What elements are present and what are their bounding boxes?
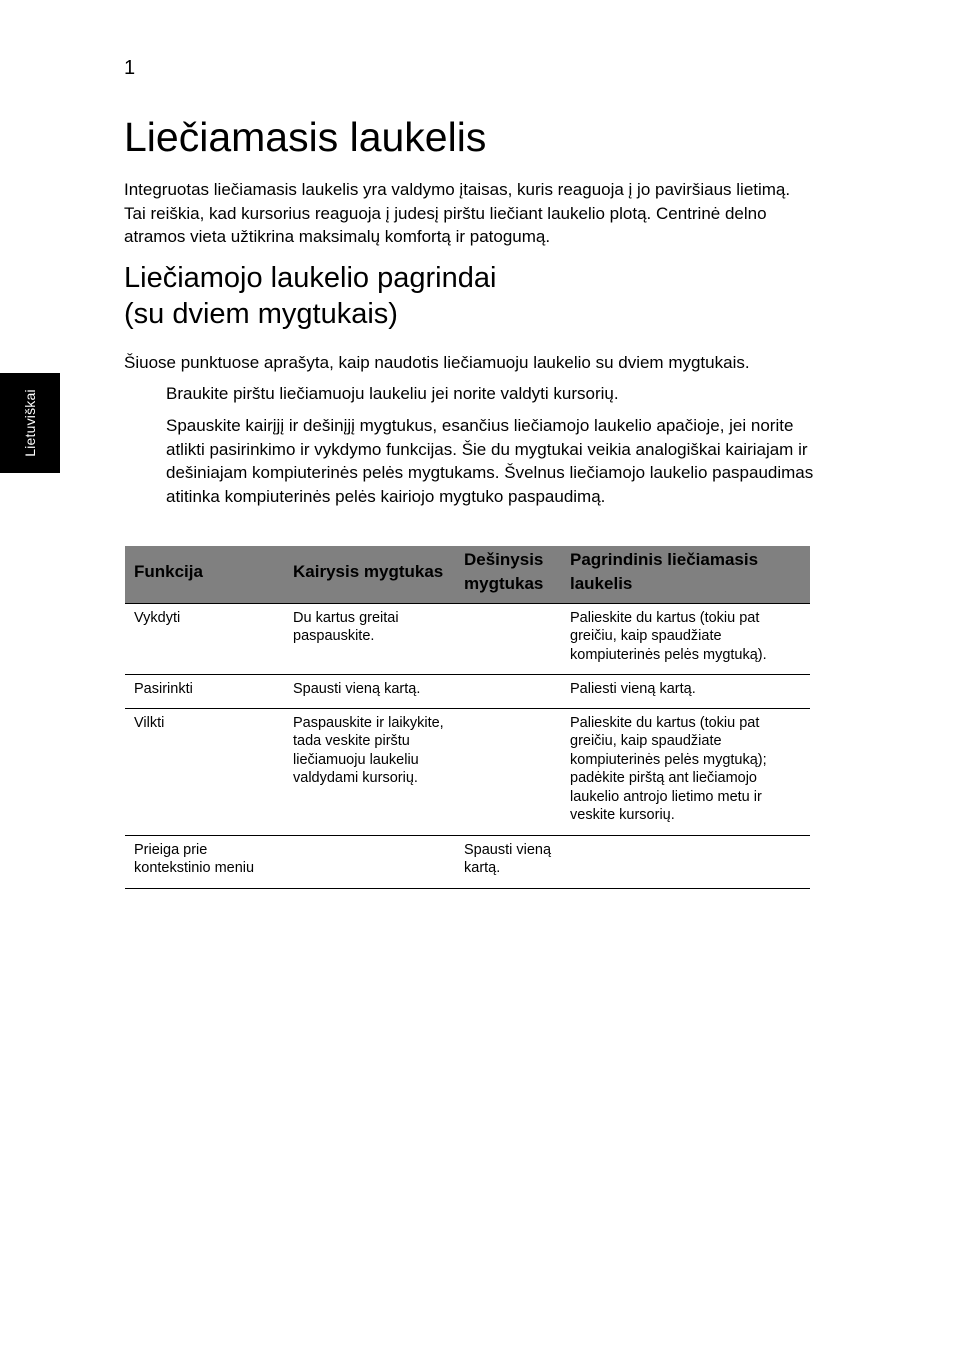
table-cell: Pasirinkti [125,675,284,709]
section-title [124,260,496,332]
table-cell [561,836,810,889]
table-cell: Vykdyti [125,604,284,675]
table-row [125,604,810,675]
header-right-button: Dešinysis mygtukas [455,546,561,604]
language-side-tab-label: Lietuviškai [22,389,38,457]
section-title-line-1: Liečiamojo laukelio pagrindai [124,262,497,294]
header-main-touchpad: Pagrindinis liečiamasis laukelis [561,546,810,604]
table-cell: Palieskite du kartus (tokiu pat greičiu, kaip spaudžiate kompiuterinės pelės mygtuką); padėkite pirštą ant liečiamojo laukelio antrojo lietimo metu ir veskite kursorių. [561,709,810,836]
table-cell [455,604,561,675]
table-row [125,675,810,709]
table-cell [455,675,561,709]
page-title: Liečiamasis laukelis [124,114,487,160]
touchpad-functions-table [125,546,810,889]
intro-paragraph: Integruotas liečiamasis laukelis yra valdymo įtaisas, kuris reaguoja į jo paviršiaus lietimą. Tai reiškia, kad kursorius reaguoja į judesį pirštu liečiant laukelio plotą. Centrinė delno atramos vieta užtikrina maksimalų komfortą ir patogumą. [124,180,791,246]
table-cell [455,709,561,836]
table-cell: Spausti vieną kartą. [284,675,455,709]
bullet-item: Braukite pirštu liečiamuoju laukeliu jei norite valdyti kursorių. [166,384,619,403]
table-row [125,836,810,889]
table-cell: Vilkti [125,709,284,836]
page-number: 1 [124,57,136,79]
table-header-row [125,546,810,604]
table-cell: Palieskite du kartus (tokiu pat greičiu, kaip spaudžiate kompiuterinės pelės mygtuką). [561,604,810,675]
section-title-line-2: (su dviem mygtukais) [124,298,398,330]
table-row [125,709,810,836]
header-function: Funkcija [125,546,284,604]
table-cell: Paliesti vieną kartą. [561,675,810,709]
table-cell: Paspauskite ir laikykite, tada veskite pirštu liečiamuoju laukeliu valdydami kursorių. [284,709,455,836]
section-lead: Šiuose punktuose aprašyta, kaip naudotis liečiamuoju laukelio su dviem mygtukais. [124,353,750,372]
header-left-button: Kairysis mygtukas [284,546,455,604]
table-cell: Prieiga prie kontekstinio meniu [125,836,284,889]
table-cell: Du kartus greitai paspauskite. [284,604,455,675]
table-cell: Spausti vieną kartą. [455,836,561,889]
table-cell [284,836,455,889]
language-side-tab [0,373,60,473]
bullet-item: Spauskite kairįjį ir dešinįjį mygtukus, esančius liečiamojo laukelio apačioje, jei norite atlikti pasirinkimo ir vykdymo funkcijas. Šie du mygtukai veikia analogiškai kairiajam ir dešiniajam kompiuterinės pelės mygtukams. Švelnus liečiamojo laukelio paspaudimas atitinka kompiuterinės pelės kairiojo mygtuko paspaudimą. [166,416,814,506]
